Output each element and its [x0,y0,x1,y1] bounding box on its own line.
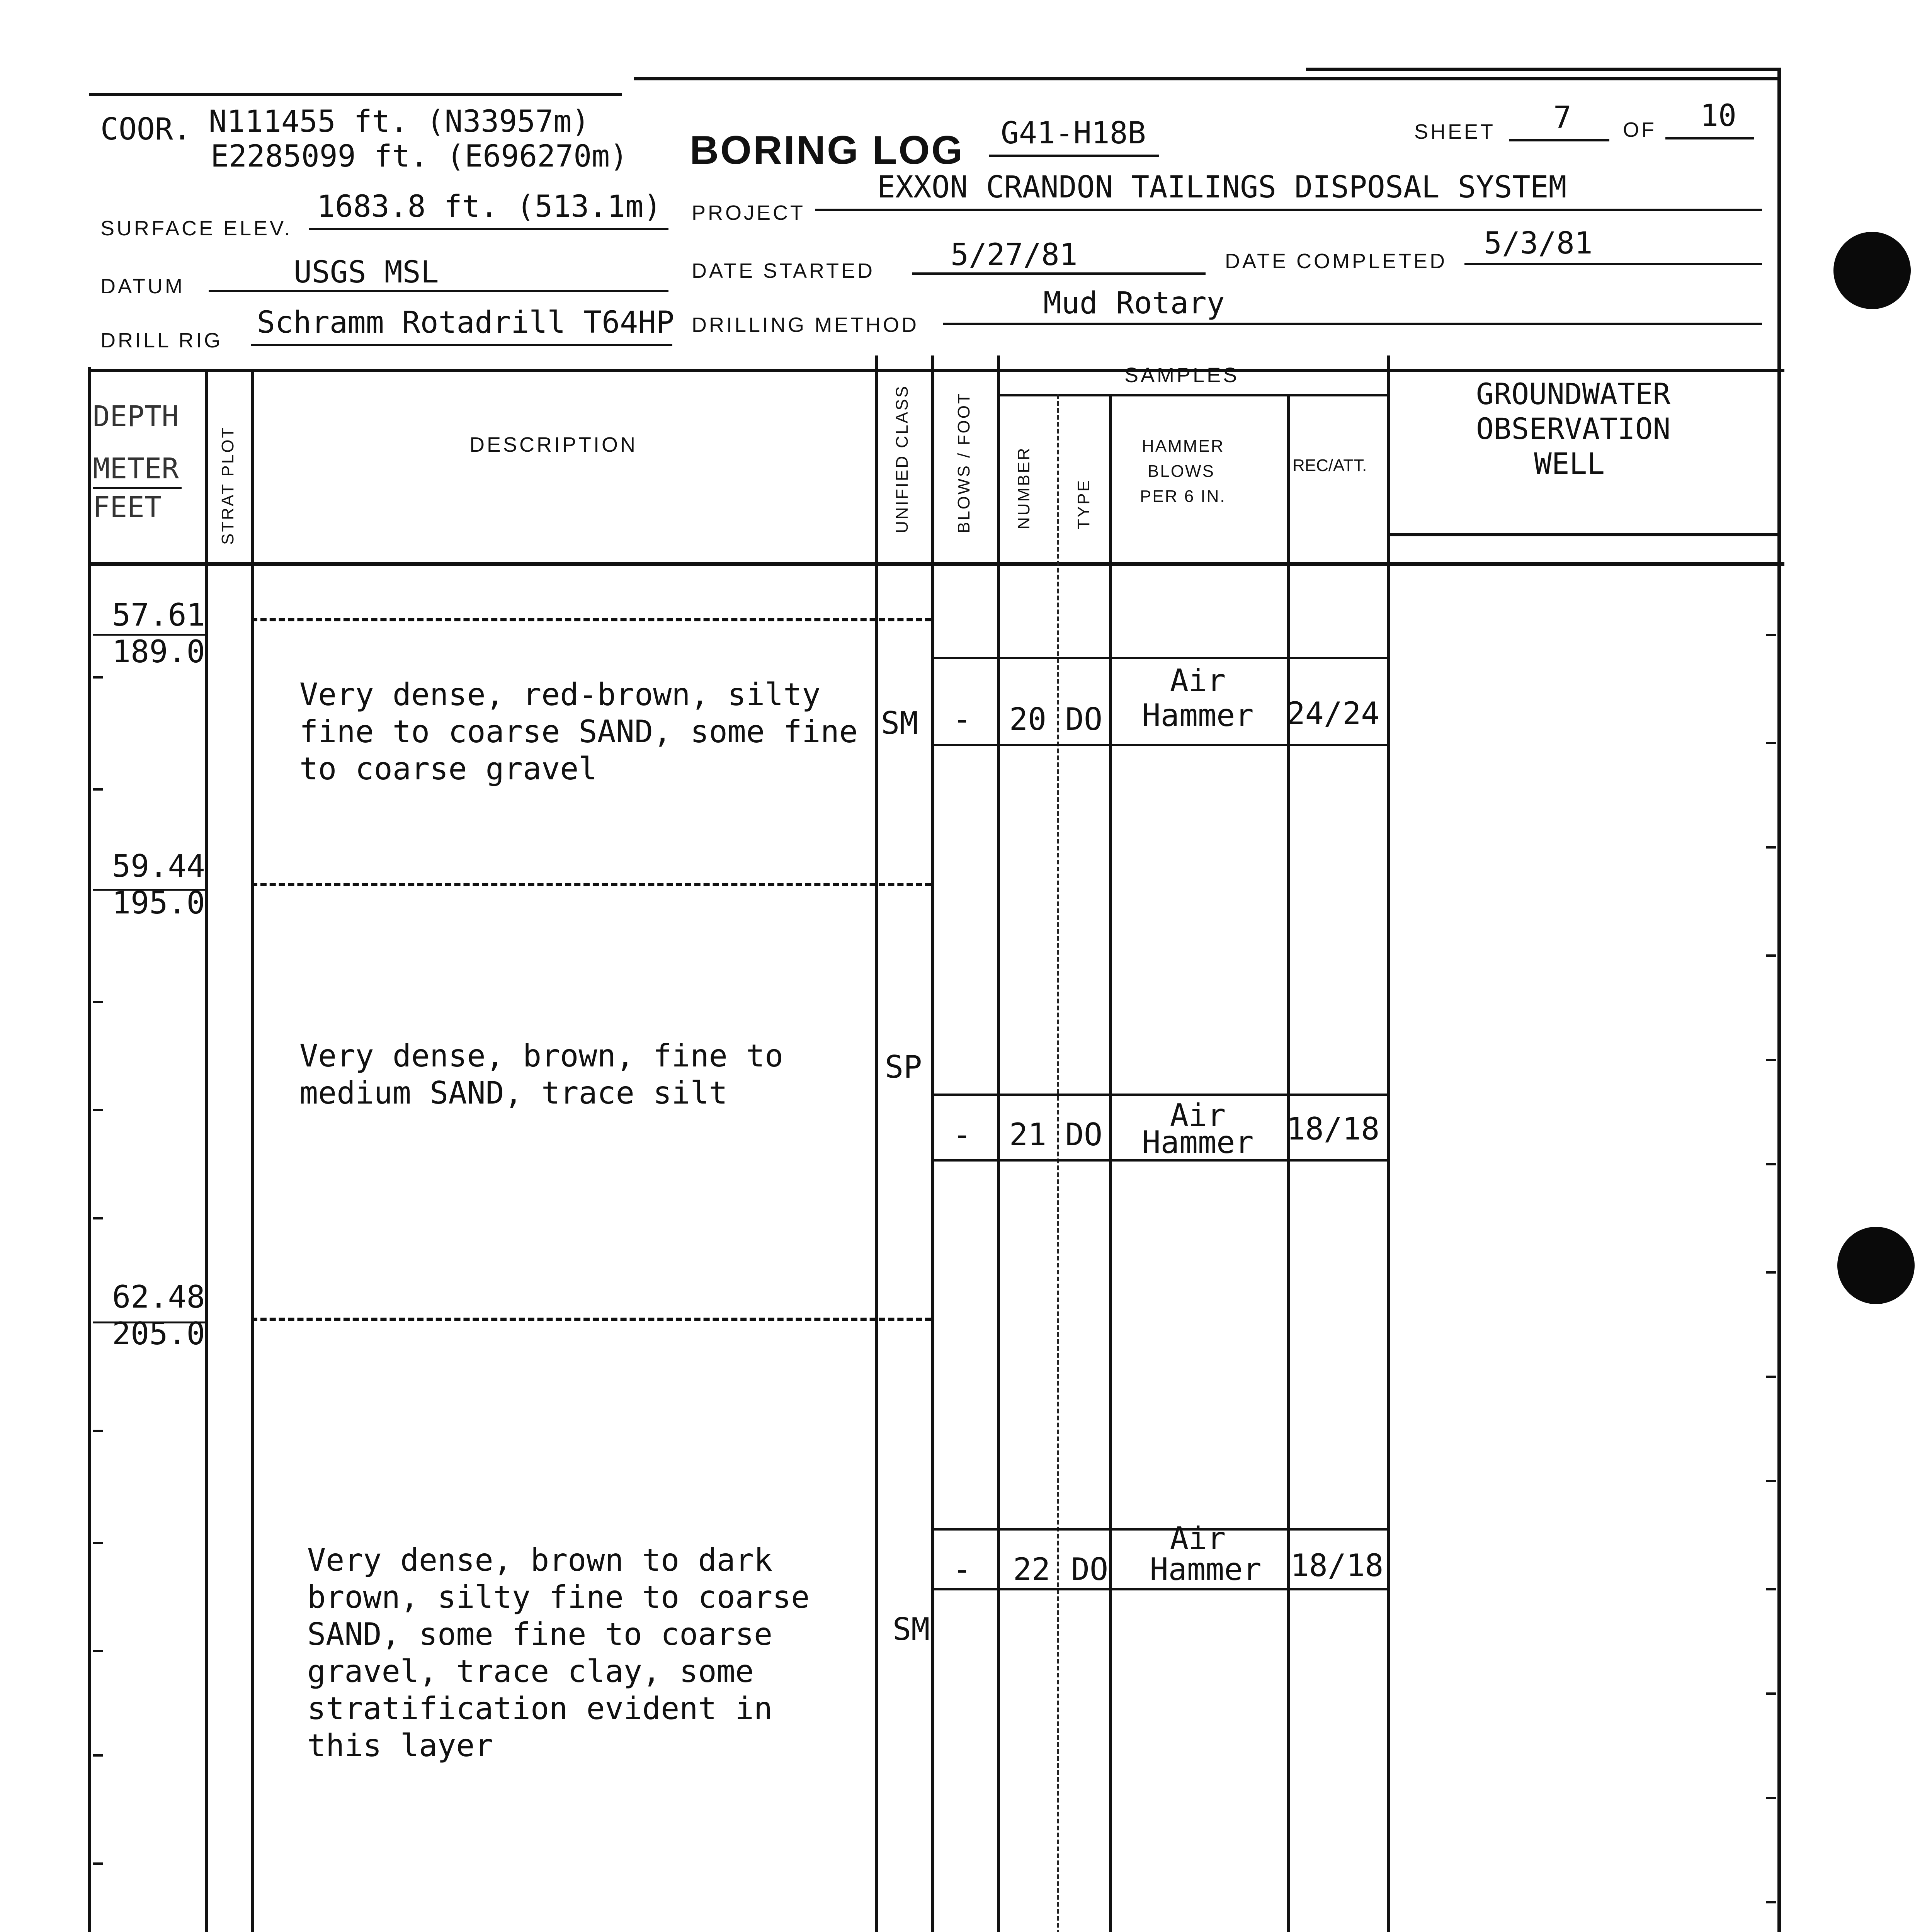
depth-col-label: DEPTH [93,400,179,433]
sample-rec-att: 18/18 [1286,1111,1380,1147]
tick [1766,1588,1776,1590]
groundwater-header-l3: WELL [1534,446,1605,481]
meter-feet-divider [93,487,182,489]
sample-hammer-l1: Air [1170,1097,1226,1133]
frame-left-line [88,367,91,1932]
sample-rec-att: 24/24 [1286,696,1380,731]
depth-feet: 195.0 [112,885,205,921]
samples-header: SAMPLES [1124,364,1240,387]
sample-type: DO [1071,1551,1109,1587]
unified-class-value: SP [885,1049,922,1085]
sample-type: DO [1065,701,1103,737]
table-header-top-line [88,369,1784,372]
layer-description: Very dense, brown to dark brown, silty fine to coarse SAND, some fine to coarse gravel, trace clay, some stratification evident in this layer [307,1542,810,1764]
sample-row-top [931,1094,1387,1096]
datum-value: USGS MSL [294,255,439,290]
tick [93,676,103,679]
frame-top-right-line [1306,68,1781,71]
drilling-method-value: Mud Rotary [1043,286,1225,321]
groundwater-header-l2: OBSERVATION [1476,412,1671,446]
tick [93,1650,103,1652]
sample-hammer-l1: Air [1170,663,1226,699]
sample-number: 20 [1009,701,1047,737]
col-line-strat [251,369,254,1932]
depth-meter: 62.48 [112,1279,205,1315]
frame-top-left-line [89,93,622,96]
drill-rig-value: Schramm Rotadrill T64HP [257,305,675,340]
sample-number: 22 [1013,1551,1051,1587]
tick [93,1001,103,1003]
date-started-label: DATE STARTED [692,259,875,282]
project-underline [815,209,1762,211]
feet-col-label: FEET [93,491,162,524]
sample-row-top [931,657,1387,659]
sample-hammer-l2: Hammer [1142,697,1254,733]
depth-divider [93,889,205,891]
frame-top-line [634,77,1777,80]
layer-boundary [251,1318,931,1321]
groundwater-header-bottom [1387,533,1781,536]
sheet-number: 7 [1553,100,1571,135]
table-header-bottom-line [88,562,1784,566]
drilling-method-label: DRILLING METHOD [692,313,919,337]
type-header: TYPE [1074,479,1093,529]
col-line-hammer [1287,394,1290,1932]
layer-boundary [251,618,931,621]
sample-row-bottom [931,744,1387,746]
punch-hole-middle [1837,1227,1915,1304]
description-header: DESCRIPTION [469,433,638,456]
drilling-method-underline [943,323,1762,325]
drill-rig-underline [251,344,672,346]
sample-blows: - [952,1117,972,1153]
tick [93,1430,103,1432]
sample-number: 21 [1009,1117,1047,1153]
project-value: EXXON CRANDON TAILINGS DISPOSAL SYSTEM [877,170,1567,205]
hammer-header-l1: HAMMER [1142,437,1225,456]
unified-class-value: SM [881,705,918,741]
log-id: G41-H18B [1001,116,1146,151]
meter-col-label: METER [93,452,179,485]
sheet-number-underline [1509,139,1609,141]
of-label: OF [1623,118,1656,141]
date-completed-underline [1464,263,1762,265]
tick [1766,1797,1776,1799]
surface-elev-label: SURFACE ELEV. [100,217,293,240]
col-line-class [931,355,934,1932]
tick [1766,1901,1776,1903]
tick [93,1862,103,1865]
hammer-header-l2: BLOWS [1148,462,1215,481]
date-started-underline [912,272,1206,275]
tick [93,1109,103,1111]
col-line-blows [997,355,1000,1932]
sheet-total: 10 [1700,99,1736,133]
tick [1766,1480,1776,1482]
depth-feet: 205.0 [112,1316,205,1352]
col-line-description [875,355,878,1932]
sheet-label: SHEET [1414,120,1496,143]
tick [93,1754,103,1757]
drill-rig-label: DRILL RIG [100,329,223,352]
strat-plot-header: STRAT PLOT [218,426,237,545]
groundwater-header-l1: GROUNDWATER [1476,377,1671,411]
tick [1766,954,1776,957]
log-id-underline [989,155,1159,157]
tick [1766,1271,1776,1274]
depth-feet: 189.0 [112,634,205,670]
tick [1766,846,1776,849]
coor-east: E2285099 ft. (E696270m) [211,139,628,174]
unified-class-value: SM [893,1611,930,1647]
sample-blows: - [952,1551,972,1587]
blows-foot-header: BLOWS / FOOT [954,392,973,533]
unified-class-header: UNIFIED CLASS [893,384,912,533]
layer-description: Very dense, brown, fine to medium SAND, trace silt [299,1038,784,1111]
hammer-header-l3: PER 6 IN. [1140,487,1226,506]
sample-row-bottom [931,1588,1387,1590]
datum-underline [209,290,668,292]
sheet-total-underline [1665,137,1754,139]
tick [1766,742,1776,744]
sample-hammer-l2: Hammer [1150,1551,1262,1587]
tick [1766,634,1776,636]
project-label: PROJECT [692,201,806,224]
depth-meter: 59.44 [112,848,205,884]
tick [1766,1692,1776,1695]
coor-label: COOR. [100,112,191,147]
layer-boundary [251,883,931,886]
date-completed-label: DATE COMPLETED [1225,250,1447,273]
rec-att-header: REC/ATT. [1293,456,1367,475]
col-line-number [1057,394,1059,1932]
date-started-value: 5/27/81 [951,238,1078,272]
punch-hole-top [1833,232,1911,309]
col-line-rec [1387,355,1390,1932]
date-completed-value: 5/3/81 [1484,226,1593,261]
tick [93,1217,103,1219]
number-header: NUMBER [1014,446,1033,529]
frame-right-line [1777,68,1781,1932]
sample-type: DO [1065,1117,1103,1153]
page-title: BORING LOG [690,128,964,173]
sample-rec-att: 18/18 [1290,1548,1384,1583]
col-line-type [1109,394,1112,1932]
samples-header-divider [997,394,1387,396]
sample-hammer-l1: Air [1170,1520,1226,1556]
col-line-depth [205,369,208,1932]
layer-description: Very dense, red-brown, silty fine to coarse SAND, some fine to coarse gravel [299,677,858,787]
sample-hammer-l2: Hammer [1142,1124,1254,1160]
sample-blows: - [952,701,972,737]
tick [1766,1163,1776,1165]
tick [93,788,103,791]
coor-north: N111455 ft. (N33957m) [209,104,590,139]
depth-meter: 57.61 [112,597,205,633]
tick [1766,1376,1776,1378]
depth-divider [93,1321,205,1323]
depth-divider [93,634,205,636]
surface-elev-underline [309,228,668,230]
tick [93,1542,103,1544]
surface-elev-value: 1683.8 ft. (513.1m) [317,189,662,224]
tick [1766,1059,1776,1061]
datum-label: DATUM [100,275,185,298]
